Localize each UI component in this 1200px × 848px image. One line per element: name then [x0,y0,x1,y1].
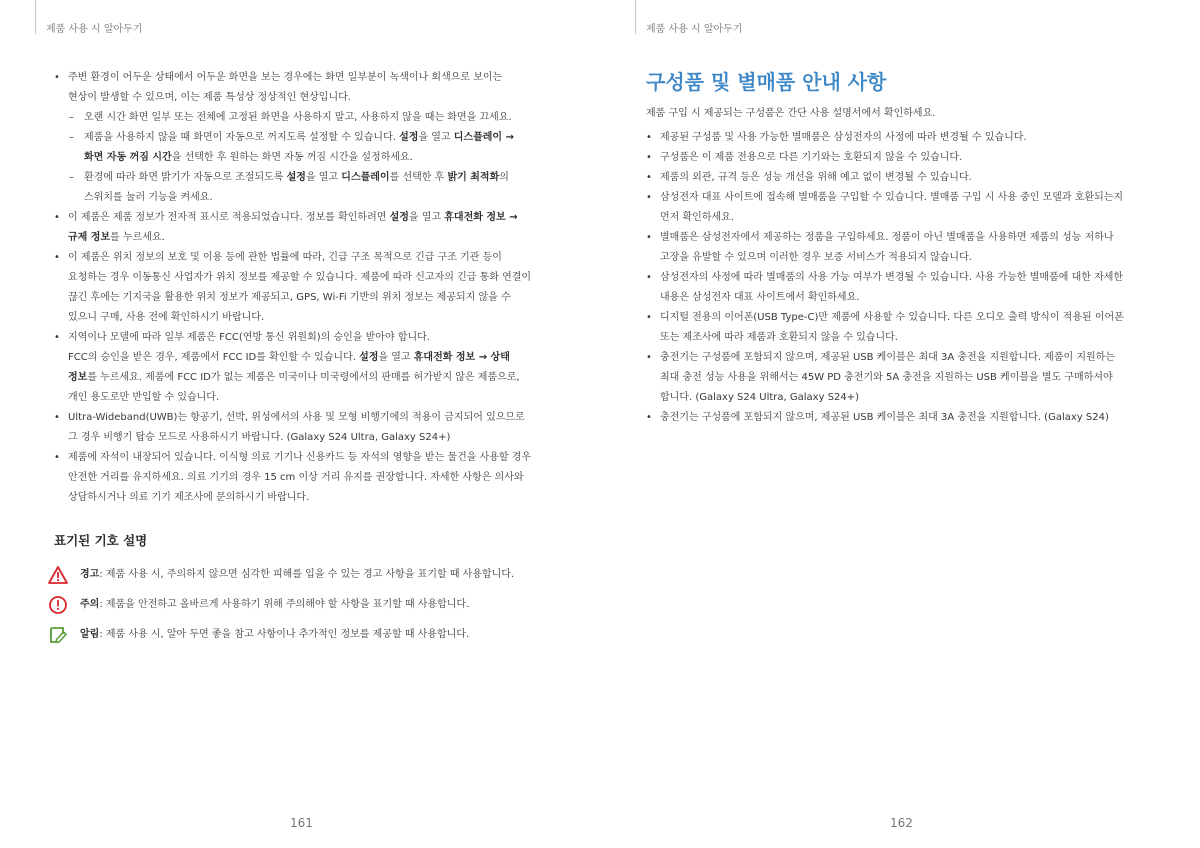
list-item [646,348,1158,408]
intro-text: 제품 구입 시 제공되는 구성품은 간단 사용 설명서에서 확인하세요. [646,108,936,119]
text-line: 먼저 확인하세요. [660,212,734,223]
list-item [54,408,554,448]
list-item [54,328,554,408]
text-line: 규제 정보를 누르세요. [68,232,165,243]
text-line: 끊긴 후에는 기지국을 활용한 위치 정보가 제공되고, GPS, Wi-Fi 기반의 위치 정보는 제공되지 않을 수 [68,292,511,303]
text-line: • 이 제품은 제품 정보가 전자적 표시로 적용되었습니다. 정보를 확인하려면 설정을 열고 휴대전화 정보 → [68,212,518,223]
text-line: • 삼성전자 대표 사이트에 접속해 별매품을 구입할 수 있습니다. 별매품 구입 시 사용 중인 모델과 호환되는지 [660,192,1124,203]
text-line: – 제품을 사용하지 않을 때 화면이 자동으로 꺼지도록 설정할 수 있습니다. 설정을 열고 디스플레이 → [84,132,514,143]
legend-warning [48,560,554,590]
sub-list-item [54,108,554,128]
text-line: 그 경우 비행기 탑승 모드로 사용하시기 바랍니다. (Galaxy S24 Ultra, Galaxy S24+) [68,432,451,443]
legend-note [48,620,554,650]
legend-note-text: 알림: 제품 사용 시, 알아 두면 좋을 참고 사항이나 추가적인 정보를 제공할 때 사용합니다. [80,629,470,640]
list-item [646,408,1158,428]
text-line: 개인 용도로만 반입할 수 있습니다. [68,392,220,403]
text-line: • 지역이나 모델에 따라 일부 제품은 FCC(연방 통신 위원회)의 승인을 받아야 합니다. [68,332,430,343]
page-number: 161 [290,816,313,830]
running-header: 제품 사용 시 알아두기 [646,24,743,35]
text-line: 정보를 누르세요. 제품에 FCC ID가 없는 제품은 미국이나 미국령에서의 판매를 허가받지 않은 제품으로, [68,372,520,383]
page-162 [600,0,1200,848]
text-line: • 구성품은 이 제품 전용으로 다른 기기와는 호환되지 않을 수 있습니다. [660,152,963,163]
legend-warning-text: 경고: 제품 사용 시, 주의하지 않으면 심각한 피해를 입을 수 있는 경고 사항을 표기할 때 사용합니다. [80,569,515,580]
text-line: – 환경에 따라 화면 밝기가 자동으로 조절되도록 설정을 열고 디스플레이를 선택한 후 밝기 최적화의 [84,172,509,183]
section-title: 표기된 기호 설명 [54,533,148,548]
text-line: • 제공된 구성품 및 사용 가능한 별매품은 삼성전자의 사정에 따라 변경될 수 있습니다. [660,132,1027,143]
sub-list-item [54,168,554,208]
text-line: • 제품의 외관, 규격 등은 성능 개선을 위해 예고 없이 변경될 수 있습니다. [660,172,972,183]
text-line: • 별매품은 삼성전자에서 제공하는 정품을 구입하세요. 정품이 아닌 별매품을 사용하면 제품의 성능 저하나 [660,232,1114,243]
text-line: 화면 자동 꺼짐 시간을 선택한 후 원하는 화면 자동 꺼짐 시간을 설정하세요. [84,152,413,163]
text-line: • 이 제품은 위치 정보의 보호 및 이용 등에 관한 법률에 따라, 긴급 구조 목적으로 긴급 구조 기관 등이 [68,252,502,263]
list-item [54,208,554,248]
legend-caution-text: 주의: 제품을 안전하고 올바르게 사용하기 위해 주의해야 할 사항을 표기할 때 사용합니다. [80,599,470,610]
text-line: 최대 충전 성능 사용을 위해서는 45W PD 충전기와 5A 충전을 지원하는 USB 케이블을 별도 구매하셔야 [660,372,1113,383]
list-item [54,248,554,328]
text-line: 안전한 거리를 유지하세요. 의료 기기의 경우 15 cm 이상 거리 유지를 권장합니다. 자세한 사항은 의사와 [68,472,524,483]
text-line: FCC의 승인을 받은 경우, 제품에서 FCC ID를 확인할 수 있습니다. 설정을 열고 휴대전화 정보 → 상태 [68,352,510,363]
text-line: • 충전기는 구성품에 포함되지 않으며, 제공된 USB 케이블은 최대 3A 충전을 지원합니다. 제품이 지원하는 [660,352,1115,363]
text-line: • 삼성전자의 사정에 따라 별매품의 사용 가능 여부가 변경될 수 있습니다. 사용 가능한 별매품에 대한 자세한 [660,272,1124,283]
list-item [646,128,1158,148]
text-line: 고장을 유발할 수 있으며 이러한 경우 보증 서비스가 적용되지 않습니다. [660,252,972,263]
text-line: • 제품에 자석이 내장되어 있습니다. 이식형 의료 기기나 신용카드 등 자석의 영향을 받는 물건을 사용할 경우 [68,452,532,463]
text-line: 합니다. (Galaxy S24 Ultra, Galaxy S24+) [660,392,860,403]
text-line: • 디지털 전용의 이어폰(USB Type-C)만 제품에 사용할 수 있습니다. 다른 오디오 출력 방식이 적용된 이어폰 [660,312,1124,323]
text-line: 또는 제조사에 따라 제품과 호환되지 않을 수 있습니다. [660,332,898,343]
header-rule [635,0,636,34]
text-line: 상담하시거나 의료 기기 제조사에 문의하시기 바랍니다. [68,492,310,503]
text-line: 요청하는 경우 이동통신 사업자가 위치 정보를 제공할 수 있습니다. 제품에 따라 신고자의 긴급 통화 연결이 [68,272,532,283]
list-item [646,188,1158,228]
list-item [646,228,1158,268]
caution-circle-icon [48,595,68,615]
text-line: 현상이 발생할 수 있으며, 이는 제품 특성상 정상적인 현상입니다. [68,92,351,103]
running-header: 제품 사용 시 알아두기 [46,24,143,35]
text-line: 스위치를 눌러 기능을 켜세요. [84,192,213,203]
page-number: 162 [890,816,913,830]
note-pencil-icon [48,625,68,645]
section-title: 구성품 및 별매품 안내 사항 [646,70,887,94]
text-line: • 주변 환경이 어두운 상태에서 어두운 화면을 보는 경우에는 화면 일부분이 녹색이나 회색으로 보이는 [68,72,503,83]
list-item [54,68,554,108]
sub-list-item [54,128,554,168]
list-item [646,148,1158,168]
list-item [646,268,1158,308]
legend-caution [48,590,554,620]
text-line: 내용은 삼성전자 대표 사이트에서 확인하세요. [660,292,860,303]
list-item [646,308,1158,348]
text-line: • 충전기는 구성품에 포함되지 않으며, 제공된 USB 케이블은 최대 3A 충전을 지원합니다. (Galaxy S24) [660,412,1109,423]
header-rule [35,0,36,34]
warning-triangle-icon [48,565,68,585]
text-line: – 오랜 시간 화면 일부 또는 전체에 고정된 화면을 사용하지 말고, 사용하지 않을 때는 화면을 끄세요. [84,112,512,123]
list-item [646,168,1158,188]
text-line: 있으니 구매, 사용 전에 확인하시기 바랍니다. [68,312,265,323]
page-content [646,68,1158,428]
page-content [54,68,554,650]
list-item [54,448,554,508]
text-line: • Ultra-Wideband(UWB)는 항공기, 선박, 위성에서의 사용 및 모형 비행기에의 적용이 금지되어 있으므로 [68,412,525,423]
